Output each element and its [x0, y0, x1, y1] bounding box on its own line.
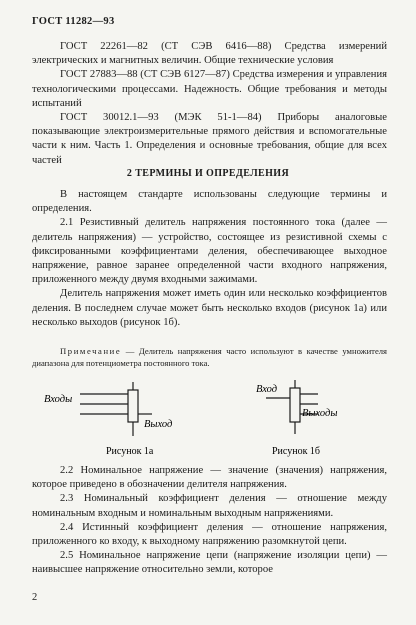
- reference-item: ГОСТ 27883—88 (СТ СЭВ 6127—87) Средства измерения и управления технологическими процессами. Надежность. Общие требования и методы испытаний: [32, 69, 387, 109]
- paragraph: 2.4 Истинный коэффициент деления — отношение напряжения, приложенного ко входу, к выходному напряжению разомкнутой цепи.: [32, 521, 387, 548]
- note-label: Примечание: [60, 346, 122, 356]
- reference-item: ГОСТ 22261—82 (СТ СЭВ 6416—88) Средства измерений электрических и магнитных величин. Общие технические условия: [32, 41, 387, 67]
- running-header: ГОСТ 11282—93: [32, 16, 115, 27]
- paragraph: Делитель напряжения может иметь один или несколько коэффициентов деления. В последнем случае может быть несколько входов (рисунок 1а) или несколько выходов (рисунок 1б).: [32, 288, 387, 328]
- fig1b-caption: Рисунок 1б: [272, 446, 321, 457]
- section-body: [32, 188, 387, 330]
- section-body-continued: [32, 464, 387, 578]
- page-number: 2: [32, 592, 38, 603]
- reference-item: ГОСТ 30012.1—93 (МЭК 51-1—84) Приборы аналоговые показывающие электроизмерительные прямого действия и вспомогательные части к ним. Часть 1. Определения и основные требования, общие для всех частей: [32, 112, 387, 166]
- fig1a-caption: Рисунок 1а: [106, 446, 154, 457]
- normative-references: [32, 40, 387, 168]
- note: [32, 345, 387, 369]
- paragraph: 2.5 Номинальное напряжение цепи (напряжение изоляции цепи) — наивысшее напряжение относительно земли, которое: [32, 550, 387, 576]
- figure-1a-diagram: [80, 382, 152, 436]
- figures-1a-1b: [40, 372, 380, 462]
- paragraph: В настоящем стандарте использованы следующие термины и определения.: [32, 189, 387, 215]
- paragraph: 2.1 Резистивный делитель напряжения постоянного тока (далее — делитель напряжения) — устройство, состоящее из резистивной схемы с фиксированными коэффициентами деления, обеспечивающее выходное напряжение, равное заранее определенной части входного напряжения, приложенного между двумя входными зажимами.: [32, 217, 387, 286]
- fig1a-inputs-label: Входы: [44, 394, 73, 405]
- section-heading: 2 ТЕРМИНЫ И ОПРЕДЕЛЕНИЯ: [126, 168, 290, 179]
- fig1b-outputs-label: Выходы: [302, 408, 338, 419]
- paragraph: 2.3 Номинальный коэффициент деления — отношение между номинальным входным и номинальным выходным напряжениями.: [32, 493, 387, 519]
- fig1b-input-label: Вход: [256, 384, 278, 395]
- paragraph: 2.2 Номинальное напряжение — значение (значения) напряжения, которое приведено в обозначении делителя напряжения.: [32, 465, 387, 491]
- note-text: — Делитель напряжения часто используют в качестве умножителя диапазона для потенциометра постоянного тока.: [32, 346, 387, 368]
- fig1a-output-label: Выход: [144, 419, 173, 430]
